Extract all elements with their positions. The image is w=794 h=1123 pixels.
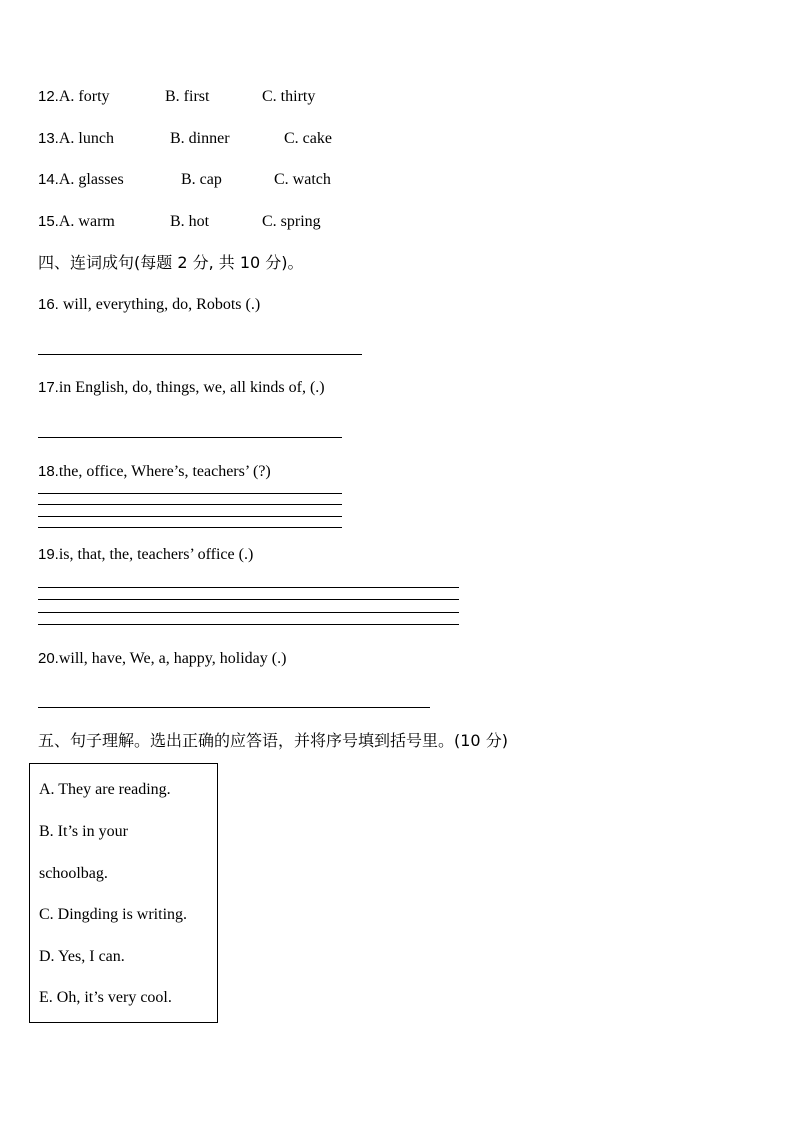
question-number: 17. [38, 379, 59, 396]
question-number: 13. [38, 130, 59, 147]
answer-options-box [29, 763, 218, 1023]
option-c: C. cake [284, 130, 332, 147]
option-b: B. hot [170, 213, 210, 230]
option-a: A. glasses [58, 171, 124, 188]
question-20 [38, 649, 286, 669]
question-words: will, have, We, a, happy, holiday (.) [58, 650, 287, 667]
option-b: B. first [165, 88, 210, 105]
answer-option-c: C. Dingding is writing. [39, 906, 188, 923]
answer-line[interactable] [38, 599, 459, 600]
question-17 [38, 378, 325, 398]
question-number: 19. [38, 546, 59, 563]
question-words: in English, do, things, we, all kinds of, (.) [58, 379, 325, 396]
answer-line[interactable] [38, 516, 342, 517]
answer-line[interactable] [38, 504, 342, 505]
question-words: will, everything, do, Robots (.) [58, 296, 261, 313]
answer-option-a: A. They are reading. [39, 781, 171, 798]
section-5-heading: 五、句子理解。选出正确的应答语，并将序号填到括号里。(10 分) [38, 731, 508, 750]
answer-line[interactable] [38, 612, 459, 613]
question-18 [38, 462, 271, 482]
question-words: the, office, Where’s, teachers’ (?) [58, 463, 271, 480]
answer-line[interactable] [38, 527, 342, 528]
option-b: B. cap [181, 171, 222, 188]
question-number: 15. [38, 213, 59, 230]
question-number: 12. [38, 88, 59, 105]
answer-option-d: D. Yes, I can. [39, 948, 125, 965]
answer-line[interactable] [38, 587, 459, 588]
section-4-heading: 四、连词成句(每题 2 分, 共 10 分)。 [38, 253, 304, 272]
answer-line[interactable] [38, 437, 342, 438]
question-number: 20. [38, 650, 59, 667]
question-16 [38, 295, 260, 315]
option-a: A. warm [58, 213, 115, 230]
question-number: 14. [38, 171, 59, 188]
answer-line[interactable] [38, 624, 459, 625]
answer-option-b: B. It’s in your [39, 823, 128, 840]
question-number: 16. [38, 296, 59, 313]
answer-line[interactable] [38, 354, 362, 355]
option-a: A. lunch [58, 130, 114, 147]
option-c: C. thirty [262, 88, 316, 105]
option-c: C. watch [274, 171, 331, 188]
answer-line[interactable] [38, 493, 342, 494]
answer-option-b-continued: schoolbag. [39, 865, 108, 882]
question-number: 18. [38, 463, 59, 480]
option-a: A. forty [58, 88, 110, 105]
option-b: B. dinner [170, 130, 230, 147]
question-19 [38, 545, 253, 565]
answer-option-e: E. Oh, it’s very cool. [39, 989, 172, 1006]
answer-line[interactable] [38, 707, 430, 708]
option-c: C. spring [262, 213, 321, 230]
question-words: is, that, the, teachers’ office (.) [58, 546, 254, 563]
